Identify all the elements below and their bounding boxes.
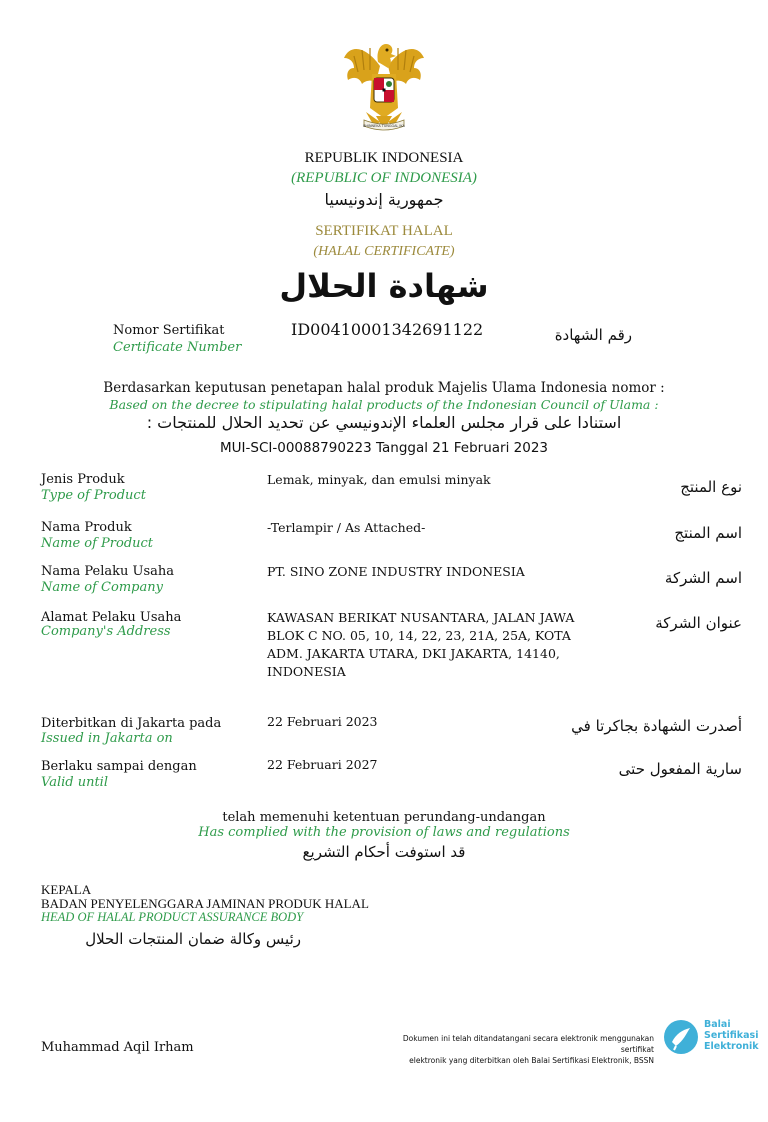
e-signature-note-line-2: elektronik yang diterbitkan oleh Balai Sertifikasi Elektronik, BSSN <box>409 1056 654 1065</box>
address-line-3: ADM. JAKARTA UTARA, DKI JAKARTA, 14140, <box>267 646 560 661</box>
garuda-emblem-icon <box>336 36 432 136</box>
address-label: Alamat Pelaku Usaha <box>41 610 182 625</box>
e-signature-note <box>380 1033 654 1066</box>
address-line-2: BLOK C NO. 05, 10, 14, 22, 23, 21A, 25A, KOTA <box>267 628 571 643</box>
address-line-4: INDONESIA <box>267 664 346 679</box>
address-label-en: Company's Address <box>41 624 171 639</box>
signatory-name: Muhammad Aqil Irham <box>41 1040 194 1055</box>
company-label: Nama Pelaku Usaha <box>41 564 174 579</box>
bsre-text-2: Sertifikasi <box>704 1030 759 1041</box>
certificate-title-en: (HALAL CERTIFICATE) <box>313 244 455 259</box>
address-label-ar: عنوان الشركة <box>655 614 742 632</box>
certificate-number-label: Nomor Sertifikat <box>113 323 225 338</box>
certificate-number-label-ar: رقم الشهادة <box>554 326 632 344</box>
basis-text-en: Based on the decree to stipulating halal products of the Indonesian Council of Ulama : <box>109 397 659 412</box>
bsre-logo-icon <box>662 1018 700 1056</box>
compliance-text-en: Has complied with the provision of laws and regulations <box>198 825 570 840</box>
product-name-label-en: Name of Product <box>41 536 154 551</box>
certificate-number-label-en: Certificate Number <box>113 340 242 355</box>
certificate-title-ar: شهادة الحلال <box>279 267 489 305</box>
authority-head: KEPALA <box>41 882 92 897</box>
country-title-en: (REPUBLIC OF INDONESIA) <box>291 170 477 186</box>
valid-until-label: Berlaku sampai dengan <box>41 759 197 774</box>
certificate-number-value: ID00410001342691122 <box>291 320 484 339</box>
product-type-value: Lemak, minyak, dan emulsi minyak <box>267 472 491 487</box>
valid-until-label-ar: سارية المفعول حتى <box>618 760 742 778</box>
valid-until-label-en: Valid until <box>41 775 108 790</box>
company-label-ar: اسم الشركة <box>664 569 742 587</box>
product-name-label-ar: اسم المنتج <box>674 524 742 542</box>
bsre-text-3: Elektronik <box>704 1041 759 1052</box>
issued-label-ar: أصدرت الشهادة بجاكرتا في <box>571 717 742 735</box>
certificate-title: SERTIFIKAT HALAL <box>315 223 453 239</box>
compliance-text: telah memenuhi ketentuan perundang-undangan <box>222 810 546 825</box>
product-name-value: -Terlampir / As Attached- <box>267 520 426 535</box>
bsre-logo-text <box>704 1019 759 1052</box>
authority-body-en: HEAD OF HALAL PRODUCT ASSURANCE BODY <box>41 910 304 924</box>
compliance-text-ar: قد استوفت أحكام التشريع <box>302 843 466 861</box>
emblem-motto: BHINNEKA TUNGGAL IKA <box>363 124 405 128</box>
e-signature-note-line-1: Dokumen ini telah ditandatangani secara elektronik menggunakan sertifikat <box>402 1034 654 1054</box>
product-type-label-ar: نوع المنتج <box>680 478 742 496</box>
valid-until-value: 22 Februari 2027 <box>267 757 378 772</box>
basis-text: Berdasarkan keputusan penetapan halal produk Majelis Ulama Indonesia nomor : <box>103 380 665 396</box>
product-type-label-en: Type of Product <box>41 488 146 503</box>
product-type-label: Jenis Produk <box>41 472 125 487</box>
country-title-ar: جمهورية إندونيسيا <box>324 190 444 209</box>
company-label-en: Name of Company <box>41 580 163 595</box>
product-name-label: Nama Produk <box>41 520 132 535</box>
bsre-text-1: Balai <box>704 1019 731 1030</box>
authority-body-ar: رئيس وكالة ضمان المنتجات الحلال <box>85 930 301 948</box>
decree-number: MUI-SCI-00088790223 Tanggal 21 Februari 2023 <box>220 440 548 456</box>
country-title: REPUBLIK INDONESIA <box>304 150 464 166</box>
issued-label-en: Issued in Jakarta on <box>41 731 173 746</box>
issued-label: Diterbitkan di Jakarta pada <box>41 716 222 731</box>
address-line-1: KAWASAN BERIKAT NUSANTARA, JALAN JAWA <box>267 610 575 625</box>
company-value: PT. SINO ZONE INDUSTRY INDONESIA <box>267 564 525 579</box>
issued-date-value: 22 Februari 2023 <box>267 714 378 729</box>
basis-text-ar: استنادا على قرار مجلس العلماء الإندونيسي عن تحديد الحلال للمنتجات : <box>146 413 622 432</box>
authority-body: BADAN PENYELENGGARA JAMINAN PRODUK HALAL <box>41 896 369 911</box>
